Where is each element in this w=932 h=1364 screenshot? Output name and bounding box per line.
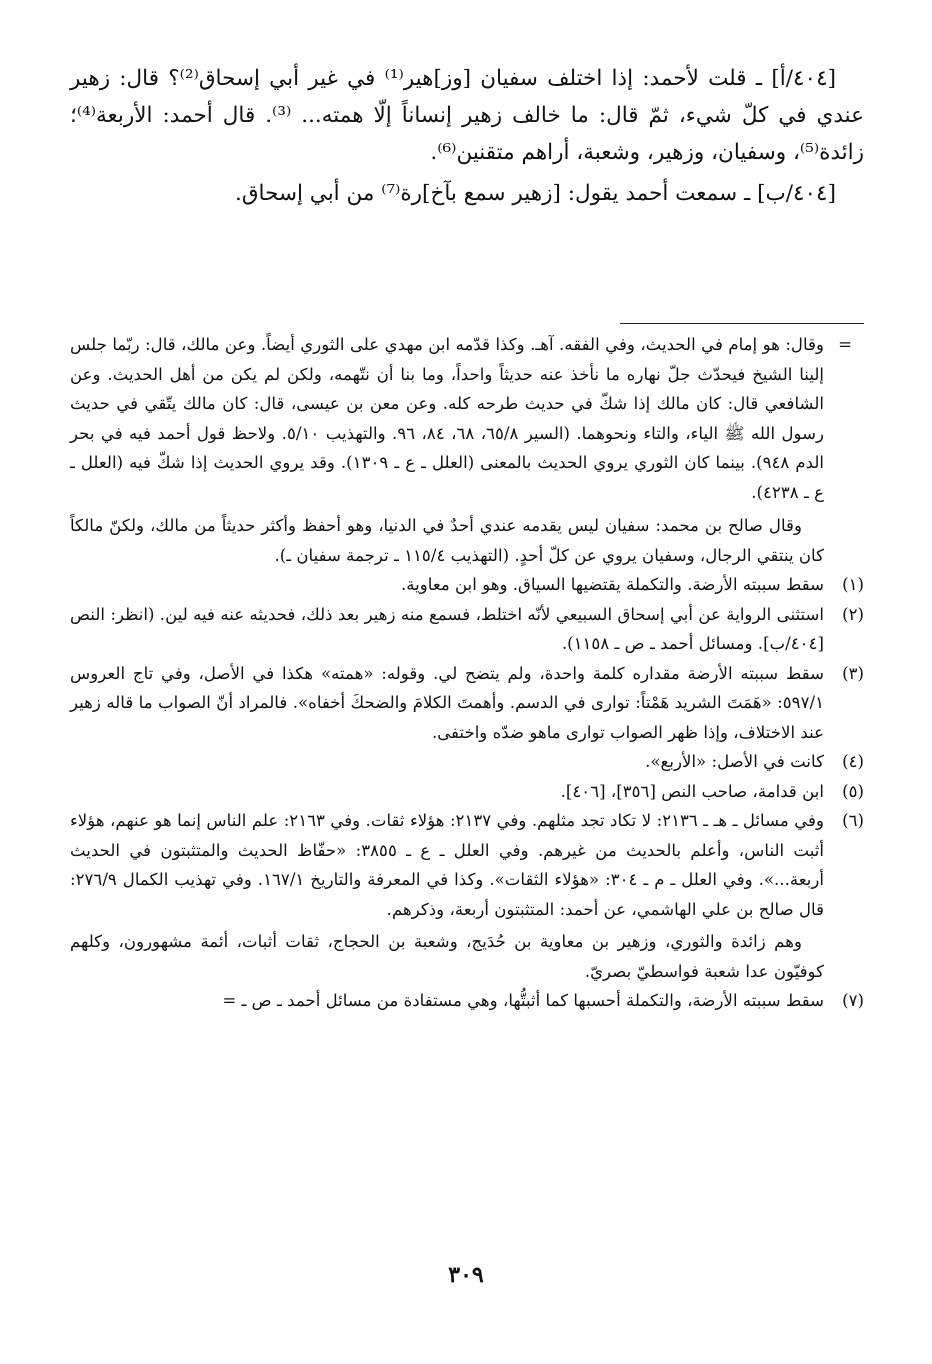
footnote-6-paragraph: وهم زائدة والثوري، وزهير بن معاوية بن حُدَيج، وشعبة بن الحجاج، ثقات أثبات، أئمة مشهورون، وكلهم كوفيّون عدا شعبة فواسطيّ بصريّ.	[70, 932, 824, 981]
footnote-4	[70, 747, 864, 777]
footnote-text: سقط سببته الأرضة. والتكملة يقتضيها السياق. وهو ابن معاوية.	[400, 575, 824, 594]
footnote-1	[70, 570, 864, 600]
footnotes	[70, 330, 864, 1016]
footnote-6	[70, 806, 864, 924]
entry-404-b: [٤٠٤/ب] ـ سمعت أحمد يقول: [زهير سمع بآخ]رة⁽⁷⁾ من أبي إسحاق.	[235, 181, 836, 206]
footnote-separator	[620, 323, 864, 324]
page-number: ٣٠٩	[448, 1262, 484, 1288]
footnote-continuation-paragraph: وقال صالح بن محمد: سفيان ليس يقدمه عندي أحدٌ في الدنيا، وهو أحفظ وأكثر حديثاً من مالك، ولكنّ مالكاً كان ينتقي الرجال، وسفيان يروي عن كلّ أحدٍ. (التهذيب ١١٥/٤ ـ ترجمة سفيان ـ).	[70, 516, 824, 565]
footnote-text: ابن قدامة، صاحب النص [٣٥٦]، [٤٠٦].	[560, 781, 824, 801]
footnote-number: (١)	[842, 575, 864, 594]
continuation-text: وقال: هو إمام في الحديث، وفي الفقه. آهـ. وكذا قدّمه ابن مهدي على الثوري أيضاً. وعن مالك، قال: ربّما جلس إلينا الشيخ فيحدّث جلّ نهاره ما نأخذ عنه حديثاً واحداً، وما بنا أن نتّهمه، ولكن لم يكن من أهل الحديث. وعن الشافعي قال: كان مالك إذا شكّ في حديث طرحه كله. وعن معن بن عيسى، قال: كان مالك يتّقي في حديث رسول الله ﷺ الياء، والتاء ونحوهما. (السير ٦٥/٨، ٦٨، ٨٤، ٩٦. والتهذيب ٥/١٠. ولاحظ قول أحمد فيه في بحر الدم ٩٤٨). بينما كان الثوري يروي الحديث بالمعنى (العلل ـ ع ـ ١٣٠٩). وقد يروي الحديث إذا شكّ فيه (العلل ـ ع ـ ٤٢٣٨).	[70, 335, 825, 502]
footnote-text: كانت في الأصل: «الأربع».	[645, 752, 824, 771]
footnote-number: (٣)	[842, 663, 864, 683]
footnote-text: استثنى الرواية عن أبي إسحاق السبيعي لأنّه اختلط، فسمع منه زهير بعد ذلك، فحديثه عنه فيه لين. (انظر: النص [٤٠٤/ب]. ومسائل أحمد ـ ص ـ ١١٥٨).	[70, 604, 824, 653]
footnote-number: (٦)	[842, 811, 864, 830]
footnote-text: سقط سببته الأرضة، والتكملة أحسبها كما أثبتُّها، وهي مستفادة من مسائل أحمد ـ ص ـ =	[222, 991, 824, 1010]
footnote-5	[70, 777, 864, 807]
footnote-number: (٥)	[842, 781, 864, 801]
continuation-marker: =	[838, 335, 852, 354]
main-text	[70, 60, 864, 212]
footnote-continuation	[70, 330, 864, 507]
footnote-number: (٧)	[842, 991, 864, 1010]
footnote-2	[70, 600, 864, 659]
footnote-text: وفي مسائل ـ هـ ـ ٢١٣٦: لا تكاد تجد مثلهم. وفي ٢١٣٧: هؤلاء ثقات. وفي ٢١٦٣: علم الناس إنما هو عنهم، هؤلاء أثبت الناس، وأعلم بالحديث من غيرهم. وفي العلل ـ ع ـ ٣٨٥٥: «حفّاظ الحديث والمتثبتون في الحديث أربعة...». وفي العلل ـ م ـ ٣٠٤: «هؤلاء الثقات». وكذا في المعرفة والتاريخ ١٦٧/١. وفي تهذيب الكمال ٢٧٦/٩: قال صالح بن علي الهاشمي، عن أحمد: المتثبتون أربعة، وذكرهم.	[70, 811, 824, 919]
entry-404-a: [٤٠٤/أ] ـ قلت لأحمد: إذا اختلف سفيان [وز]هير⁽¹⁾ في غير أبي إسحاق⁽²⁾؟ قال: زهير عندي في كلّ شيء، ثمّ قال: ما خالف زهير إنساناً إلّا همته... ⁽³⁾. قال أحمد: الأربعة⁽⁴⁾؛ زائدة⁽⁵⁾، وسفيان، وزهير، وشعبة، أراهم متقنين⁽⁶⁾.	[70, 66, 864, 165]
footnote-7	[70, 986, 864, 1016]
footnote-number: (٢)	[842, 604, 864, 624]
footnote-text: سقط سببته الأرضة مقداره كلمة واحدة، ولم يتضح لي. وقوله: «همته» هكذا في الأصل، وفي تاج العروس ٥٩٧/١: «هَمَتَ الشريد هَمْتاً: توارى في الدسم. وأهمتَ الكلامَ والضحكَ أخفاه». فالمراد أنّ الصواب ما قاله زهير عند الاختلاف، وإذا ظهر الصواب توارى ماهو ضدّه واختفى.	[70, 663, 824, 742]
footnote-3	[70, 659, 864, 748]
footnote-number: (٤)	[842, 752, 864, 771]
